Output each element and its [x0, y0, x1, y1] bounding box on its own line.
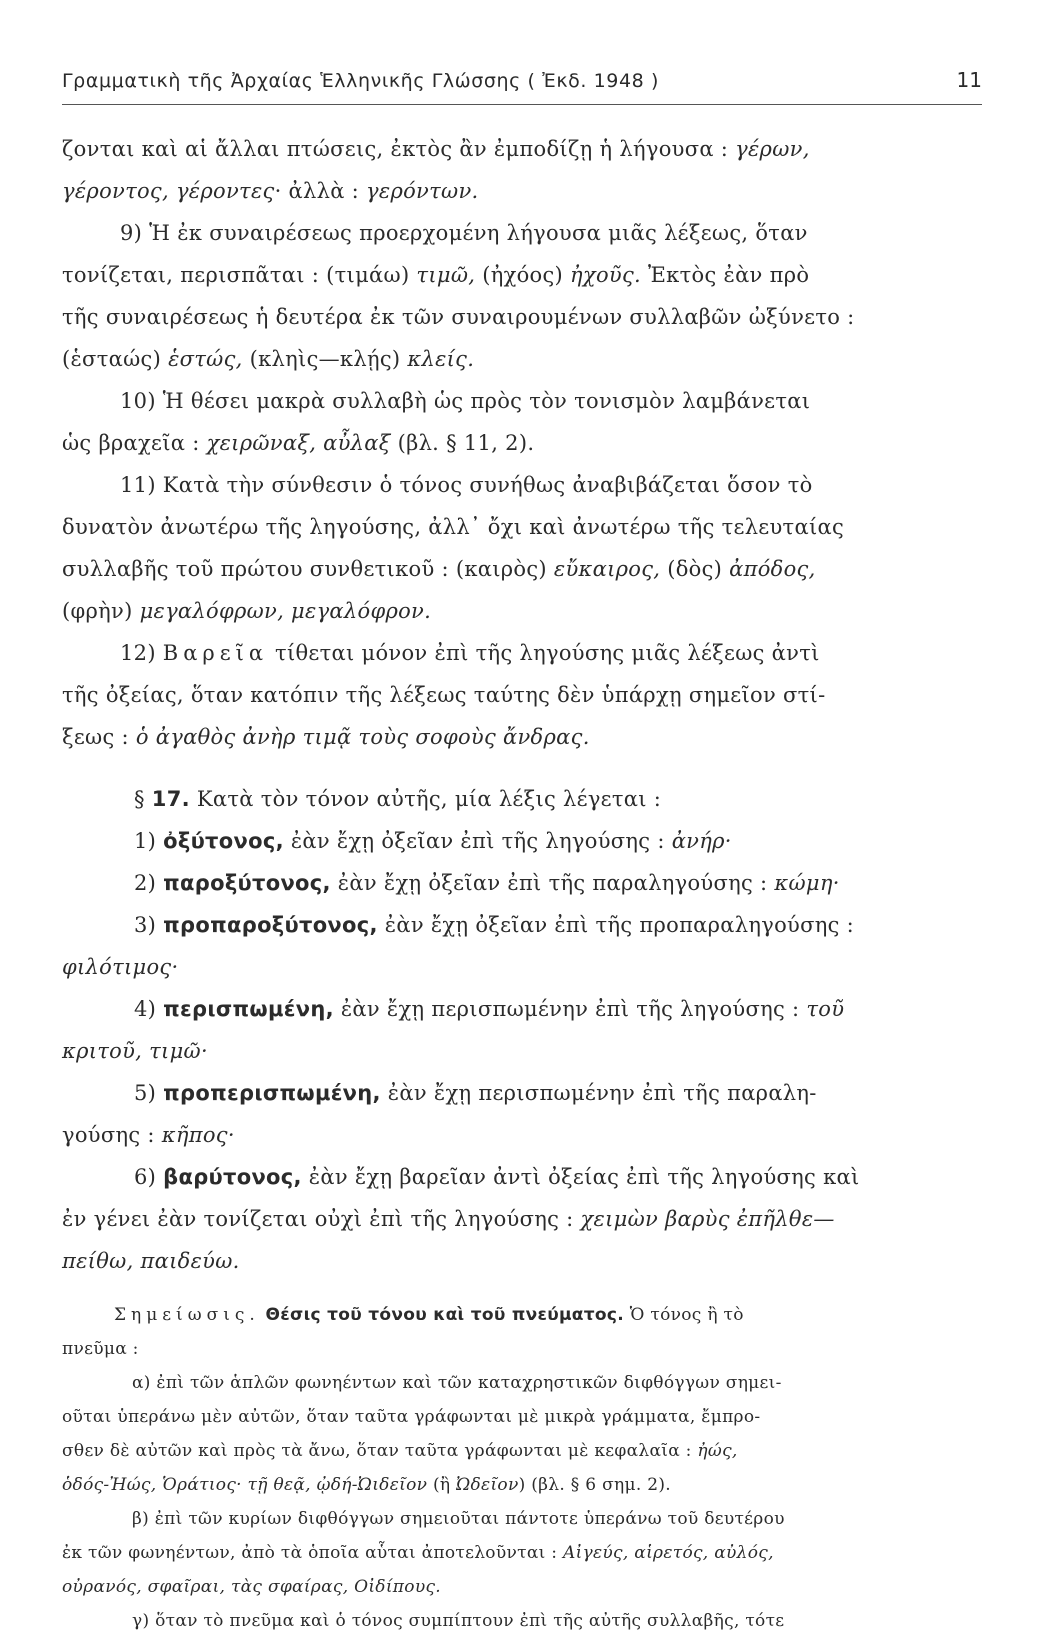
text-line [62, 862, 914, 904]
text-segment: οῦται ὑπεράνω μὲν αὐτῶν, ὅταν ταῦτα γράφωνται μὲ μικρὰ γράμματα, ἔμπρο- [62, 1407, 761, 1427]
text-segment: Ἐκτὸς ἐὰν πρὸ [640, 263, 810, 287]
text-segment: 17. [151, 787, 190, 811]
text-segment: ξεως : [62, 725, 136, 749]
text-segment: ἐὰν ἔχῃ περισπωμένην ἐπὶ τῆς ληγούσης : [333, 997, 807, 1021]
text-segment: τῆς συναιρέσεως ἡ δευτέρα ἐκ τῶν συναιρουμένων συλλαβῶν ὠξύνετο : [62, 305, 855, 329]
text-line [62, 338, 914, 380]
text-line [62, 1030, 914, 1072]
text-line [62, 716, 914, 758]
page-body [62, 128, 914, 1638]
note-line [62, 1332, 914, 1366]
note-line [62, 1570, 914, 1604]
text-segment: χειρῶναξ, αὖλαξ [206, 431, 391, 455]
note-line [62, 1366, 914, 1400]
text-line [62, 464, 914, 506]
text-line [62, 170, 914, 212]
text-segment: ὁδός-Ἠώς, Ὁράτιος· τῇ θεᾷ, ᾠδή-Ὠιδεῖον [62, 1475, 428, 1495]
text-segment: ἠώς, [697, 1441, 738, 1461]
text-segment: α) ἐπὶ τῶν ἁπλῶν φωνηέντων καὶ τῶν καταχρηστικῶν διφθόγγων σημει- [132, 1373, 782, 1393]
text-segment: Ὠδεῖον [456, 1475, 519, 1495]
text-line [62, 548, 914, 590]
text-segment: Βαρεῖα [162, 641, 269, 665]
text-segment: βαρύτονος, [163, 1165, 302, 1189]
text-segment: χειμὼν βαρὺς ἐπῆλθε— [580, 1207, 835, 1231]
text-segment: γ) ὅταν τὸ πνεῦμα καὶ ὁ τόνος συμπίπτουν ἐπὶ τῆς αὐτῆς συλλαβῆς, τότε [132, 1611, 785, 1631]
text-segment: ἀνήρ· [671, 829, 732, 853]
text-segment: ἐκ τῶν φωνηέντων, ἀπὸ τὰ ὁποῖα αὗται ἀποτελοῦνται : [62, 1543, 563, 1563]
text-line [62, 1114, 914, 1156]
text-segment: τιμῶ, [416, 263, 476, 287]
text-segment: δυνατὸν ἀνωτέρω τῆς ληγούσης, ἀλλ᾽ ὄχι καὶ ἀνωτέρω τῆς τελευταίας [62, 515, 845, 539]
text-segment: ἐν γένει ἐὰν τονίζεται οὐχὶ ἐπὶ τῆς ληγούσης : [62, 1207, 581, 1231]
text-line [62, 632, 914, 674]
text-segment: (ἢ [427, 1475, 457, 1495]
text-segment: τονίζεται, περισπᾶται : (τιμάω) [62, 263, 417, 287]
text-segment: 11) Κατὰ τὴν σύνθεσιν ὁ τόνος συνήθως ἀναβιβάζεται ὅσον τὸ [120, 473, 813, 497]
text-segment: Θέσις τοῦ τόνου καὶ τοῦ πνεύματος. [265, 1305, 625, 1325]
text-segment: (ἑσταώς) [62, 347, 169, 371]
note-line [62, 1468, 914, 1502]
text-segment: εὔκαιρος, [553, 557, 661, 581]
text-segment: ἠχοῦς. [570, 263, 641, 287]
text-segment: 6) [134, 1165, 164, 1189]
text-segment: πνεῦμα : [62, 1339, 139, 1359]
text-segment: ἐὰν ἔχῃ ὀξεῖαν ἐπὶ τῆς παραληγούσης : [330, 871, 775, 895]
note-line [62, 1434, 914, 1468]
text-segment: προπερισπωμένη, [163, 1081, 381, 1105]
text-line [62, 1156, 914, 1198]
text-segment: Σημείωσις. [114, 1305, 260, 1325]
text-line [62, 1072, 914, 1114]
text-segment: περισπωμένη, [163, 997, 334, 1021]
text-segment: (φρὴν) [62, 599, 140, 623]
text-line [62, 1198, 914, 1240]
text-segment: κώμη· [774, 871, 840, 895]
text-line [62, 296, 914, 338]
text-line [62, 820, 914, 862]
text-segment: γούσης : [62, 1123, 162, 1147]
text-segment: τοῦ [806, 997, 845, 1021]
text-segment: τίθεται μόνον ἐπὶ τῆς ληγούσης μιᾶς λέξεως ἀντὶ [268, 641, 820, 665]
text-segment: (δὸς) [660, 557, 730, 581]
text-segment: σθεν δὲ αὐτῶν καὶ πρὸς τὰ ἄνω, ὅταν ταῦτα γράφωνται μὲ κεφαλαῖα : [62, 1441, 698, 1461]
text-segment: ὀξύτονος, [163, 829, 284, 853]
page-number: 11 [956, 68, 982, 92]
text-line [62, 212, 914, 254]
text-segment: (ἠχόος) [475, 263, 571, 287]
text-segment: κλείς. [407, 347, 475, 371]
text-line [62, 254, 914, 296]
text-line [62, 1240, 914, 1282]
note-heading [62, 1298, 914, 1332]
text-line [62, 380, 914, 422]
text-segment: 9) Ἡ ἐκ συναιρέσεως προερχομένη λήγουσα μιᾶς λέξεως, ὅταν [120, 221, 808, 245]
text-segment: 12) [120, 641, 163, 665]
note-line [62, 1400, 914, 1434]
text-segment: 1) [134, 829, 164, 853]
text-segment: 5) [134, 1081, 164, 1105]
note-line [62, 1536, 914, 1570]
text-segment: κῆπος· [161, 1123, 235, 1147]
book-title: Γραμματικὴ τῆς Ἀρχαίας Ἑλληνικῆς Γλώσσης ( Ἐκδ. 1948 ) [62, 70, 660, 92]
running-header [62, 64, 982, 105]
text-segment: β) ἐπὶ τῶν κυρίων διφθόγγων σημειοῦται πάντοτε ὑπεράνω τοῦ δευτέρου [132, 1509, 785, 1529]
text-line [62, 904, 914, 946]
text-line [62, 128, 914, 170]
text-segment: (βλ. § 11, 2). [390, 431, 535, 455]
text-segment: ζονται καὶ αἱ ἄλλαι πτώσεις, ἐκτὸς ἂν ἐμποδίζῃ ἡ λήγουσα : [62, 137, 736, 161]
section-heading [62, 778, 914, 820]
text-segment: οὐρανός, σφαῖραι, τὰς σφαίρας, Οἰδίπους. [62, 1577, 441, 1597]
text-segment: γερόντων. [366, 179, 479, 203]
note-line [62, 1502, 914, 1536]
text-line [62, 988, 914, 1030]
text-segment: ἐὰν ἔχῃ ὀξεῖαν ἐπὶ τῆς προπαραληγούσης : [377, 913, 855, 937]
text-segment: ἐὰν ἔχῃ περισπωμένην ἐπὶ τῆς παραλη- [380, 1081, 817, 1105]
text-segment: (κληὶς—κλῄς) [242, 347, 408, 371]
text-segment: 4) [134, 997, 164, 1021]
text-segment: Κατὰ τὸν τόνον αὐτῆς, μία λέξις λέγεται : [189, 787, 662, 811]
text-line [62, 506, 914, 548]
text-segment: Αἰγεύς, αἱρετός, αὐλός, [563, 1543, 774, 1563]
text-line [62, 946, 914, 988]
text-line [62, 590, 914, 632]
text-segment: Ὁ τόνος ἢ τὸ [624, 1305, 744, 1325]
text-segment: παροξύτονος, [163, 871, 331, 895]
text-segment: ὁ ἀγαθὸς ἀνὴρ τιμᾷ τοὺς σοφοὺς ἄνδρας. [135, 725, 590, 749]
text-segment: · ἀλλὰ : [274, 179, 367, 203]
text-segment: ὡς βραχεῖα : [62, 431, 207, 455]
text-line [62, 422, 914, 464]
text-segment: ἐὰν ἔχῃ ὀξεῖαν ἐπὶ τῆς ληγούσης : [283, 829, 672, 853]
text-segment: συλλαβῆς τοῦ πρώτου συνθετικοῦ : (καιρὸς) [62, 557, 554, 581]
text-segment: γέρων, [735, 137, 810, 161]
text-line [62, 674, 914, 716]
text-segment: 10) Ἡ θέσει μακρὰ συλλαβὴ ὡς πρὸς τὸν τονισμὸν λαμβάνεται [120, 389, 811, 413]
text-segment: ἀπόδος, [729, 557, 816, 581]
text-segment: ) (βλ. § 6 σημ. 2). [518, 1475, 671, 1495]
text-segment: ἐὰν ἔχῃ βαρεῖαν ἀντὶ ὀξείας ἐπὶ τῆς ληγούσης καὶ [301, 1165, 860, 1189]
text-segment: § [134, 787, 152, 811]
text-segment: κριτοῦ, τιμῶ· [62, 1039, 208, 1063]
text-segment: φιλότιμος· [62, 955, 179, 979]
text-segment: τῆς ὀξείας, ὅταν κατόπιν τῆς λέξεως ταύτης δὲν ὑπάρχῃ σημεῖον στί- [62, 683, 826, 707]
note-line [62, 1604, 914, 1638]
text-segment: ἑστώς, [168, 347, 243, 371]
text-segment: 3) [134, 913, 164, 937]
text-segment: προπαροξύτονος, [163, 913, 378, 937]
text-segment: γέροντος, γέροντες [62, 179, 275, 203]
text-segment: πείθω, παιδεύω. [62, 1249, 240, 1273]
text-segment: μεγαλόφρων, μεγαλόφρον. [139, 599, 432, 623]
text-segment: 2) [134, 871, 164, 895]
